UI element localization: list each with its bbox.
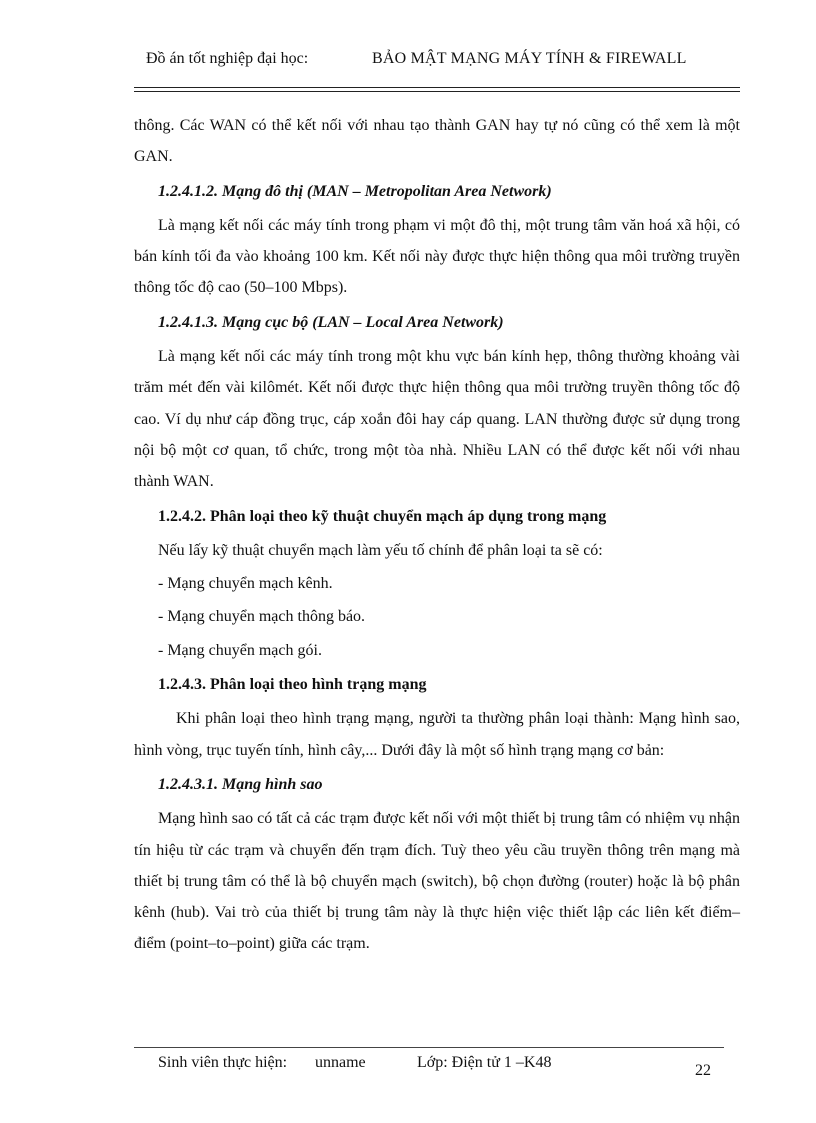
header-rule-bottom: [134, 91, 740, 92]
heading-man: 1.2.4.1.2. Mạng đô thị (MAN – Metropolitan Area Network): [158, 182, 552, 200]
heading-switching: 1.2.4.2. Phân loại theo kỹ thuật chuyển mạch áp dụng trong mạng: [158, 507, 607, 525]
heading-topology: 1.2.4.3. Phân loại theo hình trạng mạng: [158, 676, 427, 694]
heading-star: 1.2.4.3.1. Mạng hình sao: [158, 775, 323, 793]
paragraph-star: Mạng hình sao có tất cả các trạm được kết nối với một thiết bị trung tâm có nhiệm vụ nhận tín hiệu từ các trạm và chuyển đến trạm đích. Tuỳ theo yêu cầu truyền thông trên mạng mà thiết bị trung tâm có thể là bộ chuyển mạch (switch), bộ chọn đường (router) hoặc là bộ phân kênh (hub). Vai trò của thiết bị trung tâm này là thực hiện việc thiết lập các liên kết điểm–điểm (point–to–point) giữa các trạm.: [134, 810, 740, 953]
paragraph-topology: Khi phân loại theo hình trạng mạng, người ta thường phân loại thành: Mạng hình sao, hình vòng, trục tuyến tính, hình cây,... Dưới đây là một số hình trạng mạng cơ bản:: [134, 710, 740, 759]
footer-class: Lớp: Điện tử 1 –K48: [417, 1054, 552, 1071]
footer-student-name: unname: [315, 1054, 366, 1071]
page-number: 22: [695, 1062, 711, 1079]
paragraph-man: Là mạng kết nối các máy tính trong phạm vi một đô thị, một trung tâm văn hoá xã hội, có bán kính tối đa vào khoảng 100 km. Kết nối này được thực hiện thông qua môi trường truyền thông tốc độ cao (50–100 Mbps).: [134, 216, 740, 297]
page-body: [134, 110, 740, 960]
heading-lan: 1.2.4.1.3. Mạng cục bộ (LAN – Local Area Network): [158, 313, 504, 331]
paragraph-wan-continued: thông. Các WAN có thể kết nối với nhau tạo thành GAN hay tự nó cũng có thể xem là một GAN.: [134, 117, 740, 166]
header-title: BẢO MẬT MẠNG MÁY TÍNH & FIREWALL: [372, 50, 687, 67]
paragraph-switching: Nếu lấy kỹ thuật chuyển mạch làm yếu tố chính để phân loại ta sẽ có:: [158, 541, 603, 559]
paragraph-lan: Là mạng kết nối các máy tính trong một khu vực bán kính hẹp, thông thường khoảng vài trăm mét đến vài kilômét. Kết nối được thực hiện thông qua môi trường truyền thông tốc độ cao. Ví dụ như cáp đồng trục, cáp xoắn đôi hay cáp quang. LAN thường được sử dụng trong nội bộ một cơ quan, tổ chức, trong một tòa nhà. Nhiều LAN có thể được kết nối với nhau thành WAN.: [134, 348, 740, 491]
footer-rule: [134, 1047, 724, 1048]
header-rule-top: [134, 87, 740, 88]
list-item: - Mạng chuyển mạch kênh.: [158, 575, 333, 593]
list-item: - Mạng chuyển mạch gói.: [158, 641, 322, 659]
page-header: [146, 50, 742, 74]
footer-student-label: Sinh viên thực hiện:: [158, 1054, 288, 1071]
header-thesis-label: Đồ án tốt nghiệp đại học:: [146, 50, 309, 67]
list-item: - Mạng chuyển mạch thông báo.: [158, 608, 366, 626]
